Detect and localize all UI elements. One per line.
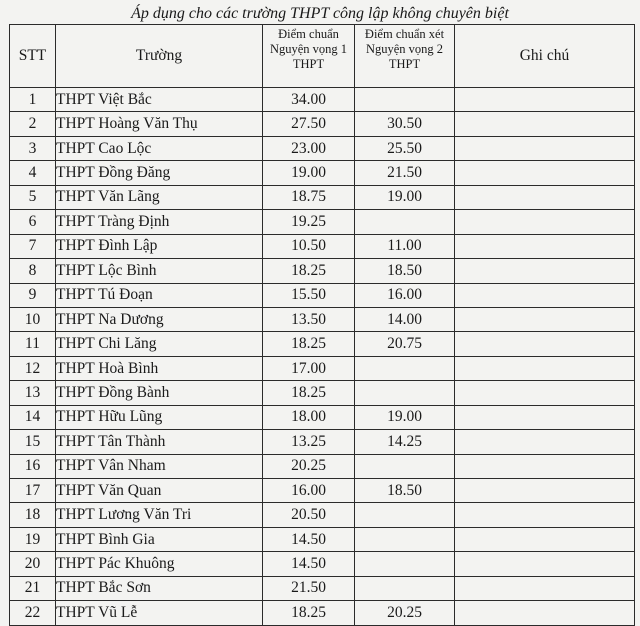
row-note bbox=[455, 283, 635, 307]
row-stt: 1 bbox=[10, 88, 56, 112]
row-note bbox=[455, 259, 635, 283]
row-score-nv2 bbox=[355, 88, 455, 112]
row-stt: 22 bbox=[10, 601, 56, 625]
row-stt: 19 bbox=[10, 527, 56, 551]
table-row bbox=[10, 210, 635, 234]
header-stt: STT bbox=[10, 25, 56, 88]
row-score-nv1: 13.50 bbox=[263, 307, 355, 331]
row-stt: 13 bbox=[10, 381, 56, 405]
row-note bbox=[455, 307, 635, 331]
row-score-nv2: 16.00 bbox=[355, 283, 455, 307]
table-row bbox=[10, 527, 635, 551]
row-score-nv2: 20.25 bbox=[355, 601, 455, 625]
row-note bbox=[455, 381, 635, 405]
row-note bbox=[455, 576, 635, 600]
row-stt: 7 bbox=[10, 234, 56, 258]
row-school: THPT Chi Lăng bbox=[56, 332, 263, 356]
table-row bbox=[10, 454, 635, 478]
table-caption: Áp dụng cho các trường THPT công lập không chuyên biệt bbox=[131, 5, 509, 22]
row-score-nv2: 20.75 bbox=[355, 332, 455, 356]
row-school: THPT Tú Đoạn bbox=[56, 283, 263, 307]
header-school: Trường bbox=[56, 25, 263, 88]
row-score-nv1: 18.25 bbox=[263, 332, 355, 356]
row-note bbox=[455, 405, 635, 429]
row-note bbox=[455, 234, 635, 258]
row-school: THPT Bình Gia bbox=[56, 527, 263, 551]
row-stt: 20 bbox=[10, 552, 56, 576]
row-score-nv2 bbox=[355, 576, 455, 600]
row-note bbox=[455, 430, 635, 454]
row-stt: 2 bbox=[10, 112, 56, 136]
row-stt: 9 bbox=[10, 283, 56, 307]
table-row bbox=[10, 136, 635, 160]
header-score-nv1: Điểm chuẩn Nguyện vọng 1 THPT bbox=[263, 25, 355, 88]
row-score-nv2: 14.25 bbox=[355, 430, 455, 454]
row-score-nv2: 19.00 bbox=[355, 405, 455, 429]
table-body bbox=[10, 88, 635, 626]
table-row bbox=[10, 430, 635, 454]
row-stt: 15 bbox=[10, 430, 56, 454]
row-school: THPT Hữu Lũng bbox=[56, 405, 263, 429]
row-score-nv1: 18.25 bbox=[263, 601, 355, 625]
table-row bbox=[10, 234, 635, 258]
row-score-nv2: 30.50 bbox=[355, 112, 455, 136]
row-score-nv1: 18.25 bbox=[263, 259, 355, 283]
row-school: THPT Việt Bắc bbox=[56, 88, 263, 112]
row-school: THPT Tràng Định bbox=[56, 210, 263, 234]
row-school: THPT Đình Lập bbox=[56, 234, 263, 258]
table-header bbox=[10, 25, 635, 88]
page-footer-cut bbox=[300, 604, 640, 614]
row-note bbox=[455, 503, 635, 527]
admission-score-table bbox=[9, 24, 635, 626]
row-school: THPT Cao Lộc bbox=[56, 136, 263, 160]
row-stt: 10 bbox=[10, 307, 56, 331]
row-score-nv1: 18.25 bbox=[263, 381, 355, 405]
row-note bbox=[455, 552, 635, 576]
row-score-nv1: 13.25 bbox=[263, 430, 355, 454]
table-row bbox=[10, 283, 635, 307]
row-score-nv2 bbox=[355, 356, 455, 380]
row-score-nv1: 20.25 bbox=[263, 454, 355, 478]
row-stt: 14 bbox=[10, 405, 56, 429]
row-school: THPT Hoà Bình bbox=[56, 356, 263, 380]
row-stt: 11 bbox=[10, 332, 56, 356]
row-stt: 18 bbox=[10, 503, 56, 527]
row-school: THPT Đồng Đăng bbox=[56, 161, 263, 185]
row-note bbox=[455, 161, 635, 185]
row-score-nv1: 20.50 bbox=[263, 503, 355, 527]
row-score-nv1: 15.50 bbox=[263, 283, 355, 307]
row-stt: 4 bbox=[10, 161, 56, 185]
table-row bbox=[10, 576, 635, 600]
row-note bbox=[455, 356, 635, 380]
row-score-nv2 bbox=[355, 503, 455, 527]
row-note bbox=[455, 185, 635, 209]
row-score-nv2: 18.50 bbox=[355, 479, 455, 503]
row-note bbox=[455, 210, 635, 234]
row-note bbox=[455, 479, 635, 503]
row-school: THPT Văn Quan bbox=[56, 479, 263, 503]
row-school: THPT Na Dương bbox=[56, 307, 263, 331]
table-row bbox=[10, 259, 635, 283]
row-school: THPT Đồng Bành bbox=[56, 381, 263, 405]
row-school: THPT Vân Nham bbox=[56, 454, 263, 478]
row-school: THPT Hoàng Văn Thụ bbox=[56, 112, 263, 136]
row-score-nv1: 21.50 bbox=[263, 576, 355, 600]
row-score-nv1: 19.00 bbox=[263, 161, 355, 185]
row-stt: 12 bbox=[10, 356, 56, 380]
row-score-nv1: 10.50 bbox=[263, 234, 355, 258]
row-score-nv1: 18.75 bbox=[263, 185, 355, 209]
row-score-nv1: 23.00 bbox=[263, 136, 355, 160]
row-stt: 17 bbox=[10, 479, 56, 503]
table-row bbox=[10, 381, 635, 405]
row-score-nv1: 16.00 bbox=[263, 479, 355, 503]
row-score-nv2: 14.00 bbox=[355, 307, 455, 331]
table-row bbox=[10, 552, 635, 576]
row-school: THPT Tân Thành bbox=[56, 430, 263, 454]
header-row bbox=[10, 25, 635, 88]
row-stt: 6 bbox=[10, 210, 56, 234]
row-score-nv2 bbox=[355, 210, 455, 234]
row-note bbox=[455, 454, 635, 478]
row-score-nv1: 14.50 bbox=[263, 552, 355, 576]
row-score-nv1: 27.50 bbox=[263, 112, 355, 136]
table-row bbox=[10, 185, 635, 209]
row-score-nv2: 19.00 bbox=[355, 185, 455, 209]
row-school: THPT Bắc Sơn bbox=[56, 576, 263, 600]
row-school: THPT Vũ Lễ bbox=[56, 601, 263, 625]
row-stt: 3 bbox=[10, 136, 56, 160]
row-note bbox=[455, 136, 635, 160]
row-note bbox=[455, 88, 635, 112]
row-score-nv2: 25.50 bbox=[355, 136, 455, 160]
row-score-nv2 bbox=[355, 381, 455, 405]
row-school: THPT Lộc Bình bbox=[56, 259, 263, 283]
header-note: Ghi chú bbox=[455, 25, 635, 88]
table-row bbox=[10, 88, 635, 112]
table-row bbox=[10, 332, 635, 356]
row-stt: 8 bbox=[10, 259, 56, 283]
row-school: THPT Văn Lãng bbox=[56, 185, 263, 209]
row-score-nv2 bbox=[355, 527, 455, 551]
table-row bbox=[10, 112, 635, 136]
row-score-nv2 bbox=[355, 552, 455, 576]
row-note bbox=[455, 332, 635, 356]
row-note bbox=[455, 112, 635, 136]
table-row bbox=[10, 479, 635, 503]
row-score-nv1: 34.00 bbox=[263, 88, 355, 112]
row-school: THPT Pác Khuông bbox=[56, 552, 263, 576]
table-row bbox=[10, 161, 635, 185]
row-note bbox=[455, 527, 635, 551]
row-score-nv1: 19.25 bbox=[263, 210, 355, 234]
row-score-nv1: 18.00 bbox=[263, 405, 355, 429]
table-row bbox=[10, 307, 635, 331]
row-score-nv2: 11.00 bbox=[355, 234, 455, 258]
row-stt: 5 bbox=[10, 185, 56, 209]
table-row bbox=[10, 405, 635, 429]
row-score-nv2 bbox=[355, 454, 455, 478]
row-score-nv1: 17.00 bbox=[263, 356, 355, 380]
row-stt: 21 bbox=[10, 576, 56, 600]
row-stt: 16 bbox=[10, 454, 56, 478]
table-row bbox=[10, 503, 635, 527]
row-score-nv2: 18.50 bbox=[355, 259, 455, 283]
header-score-nv2: Điểm chuẩn xét Nguyện vọng 2 THPT bbox=[355, 25, 455, 88]
row-score-nv1: 14.50 bbox=[263, 527, 355, 551]
row-school: THPT Lương Văn Tri bbox=[56, 503, 263, 527]
table-row bbox=[10, 356, 635, 380]
row-score-nv2: 21.50 bbox=[355, 161, 455, 185]
